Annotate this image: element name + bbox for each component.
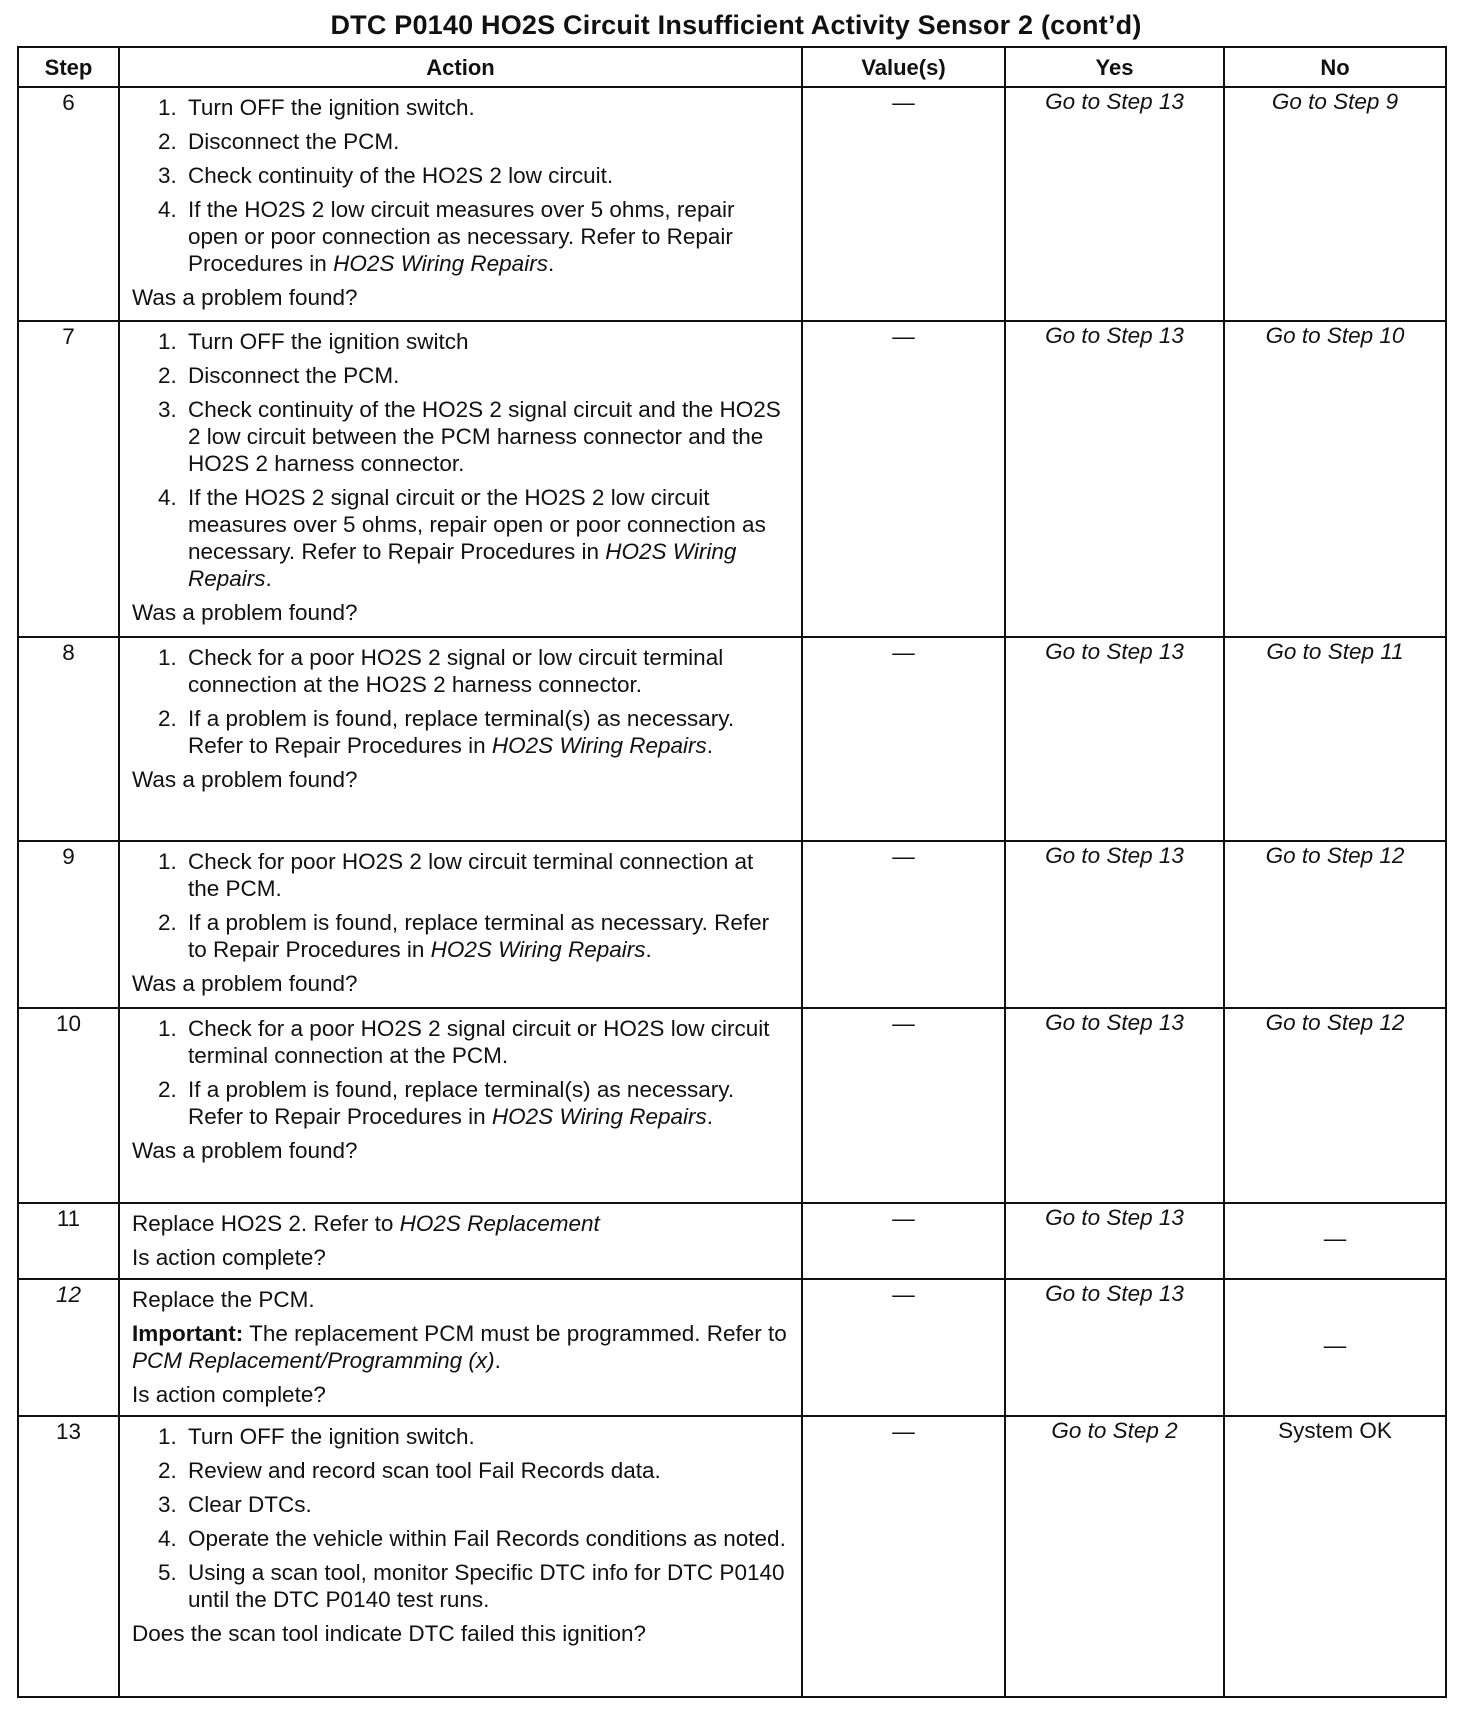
action-cell [119,1203,802,1279]
question-text: Was a problem found? [132,970,358,996]
step-number: 6 [18,87,119,321]
reference-link: HO2S Replacement [399,1211,600,1237]
list-item: 4. Operate the vehicle within Fail Records conditions as noted. [158,1526,786,1552]
action-text: Replace the PCM. [132,1286,315,1312]
list-item: 4. If the HO2S 2 signal circuit or the HO2S 2 low circuit measures over 5 ohms, repair open or poor connection as necessary. Refer to Repair Procedures in HO2S Wiring Repairs. [158,484,766,591]
action-cell [119,841,802,1008]
page-title: DTC P0140 HO2S Circuit Insufficient Activity Sensor 2 (cont’d) [330,10,1142,40]
value-cell: — [802,1279,1005,1417]
action-list [132,328,789,592]
value-cell: — [802,1008,1005,1203]
yes-cell: Go to Step 13 [1005,1279,1224,1417]
step-number: 9 [18,841,119,1008]
step-number: 13 [18,1416,119,1697]
reference-link: HO2S Wiring Repairs [188,538,737,591]
action-list [132,1423,789,1613]
question-text: Was a problem found? [132,599,358,625]
table-row-step-8 [18,637,1446,841]
no-cell: Go to Step 9 [1224,87,1446,321]
action-cell [119,637,802,841]
question-text: Is action complete? [132,1381,326,1407]
no-cell: Go to Step 12 [1224,1008,1446,1203]
no-cell: — [1224,1203,1446,1279]
value-cell: — [802,841,1005,1008]
list-item: 1. Check for poor HO2S 2 low circuit terminal connection at the PCM. [158,848,754,901]
list-item: 3. Check continuity of the HO2S 2 signal circuit and the HO2S 2 low circuit between the PCM harness connector and the HO2S 2 harness connector. [158,396,781,476]
step-number: 11 [18,1203,119,1279]
no-cell: Go to Step 12 [1224,841,1446,1008]
step-number: 10 [18,1008,119,1203]
step-number: 7 [18,321,119,637]
list-item: 3. Check continuity of the HO2S 2 low circuit. [158,163,614,188]
action-list [132,94,789,277]
value-cell: — [802,637,1005,841]
no-cell: — [1224,1279,1446,1417]
list-item: 2. If a problem is found, replace terminal as necessary. Refer to Repair Procedures in HO2S Wiring Repairs. [158,909,770,962]
action-cell [119,1008,802,1203]
action-list [132,644,789,759]
yes-cell: Go to Step 13 [1005,637,1224,841]
value-cell: — [802,321,1005,637]
reference-link: HO2S Wiring Repairs [491,732,707,758]
yes-cell: Go to Step 13 [1005,841,1224,1008]
value-cell: — [802,1203,1005,1279]
list-item: 1. Turn OFF the ignition switch. [158,95,475,120]
step-number: 8 [18,637,119,841]
yes-cell: Go to Step 13 [1005,321,1224,637]
value-cell: — [802,1416,1005,1697]
reference-link: PCM Replacement/Programming (x) [132,1347,495,1373]
header-value: Value(s) [802,47,1005,87]
list-item: 2. Disconnect the PCM. [158,362,400,388]
header-action: Action [119,47,802,87]
action-cell [119,87,802,321]
table-row-step-11 [18,1203,1446,1279]
no-cell: Go to Step 11 [1224,637,1446,841]
action-list [132,848,789,963]
important-note: Important: The replacement PCM must be programmed. Refer to PCM Replacement/Programming (x). [132,1320,787,1373]
header-yes: Yes [1005,47,1224,87]
list-item: 3. Clear DTCs. [158,1492,312,1518]
table-row-step-13 [18,1416,1446,1697]
table-row-step-10 [18,1008,1446,1203]
list-item: 1. Check for a poor HO2S 2 signal or low circuit terminal connection at the HO2S 2 harness connector. [158,644,724,697]
yes-cell: Go to Step 13 [1005,1203,1224,1279]
list-item: 5. Using a scan tool, monitor Specific DTC info for DTC P0140 until the DTC P0140 test runs. [158,1560,785,1613]
list-item: 4. If the HO2S 2 low circuit measures over 5 ohms, repair open or poor connection as necessary. Refer to Repair Procedures in HO2S Wiring Repairs. [158,197,735,276]
diagnostic-table [17,46,1447,1698]
value-cell: — [802,87,1005,321]
table-row-step-6 [18,87,1446,321]
question-text: Does the scan tool indicate DTC failed this ignition? [132,1621,647,1647]
list-item: 2. Review and record scan tool Fail Records data. [158,1458,661,1484]
reference-link: HO2S Wiring Repairs [333,251,548,276]
header-row [18,47,1446,87]
list-item: 2. If a problem is found, replace terminal(s) as necessary. Refer to Repair Procedures in HO2S Wiring Repairs. [158,705,735,758]
yes-cell: Go to Step 2 [1005,1416,1224,1697]
reference-link: HO2S Wiring Repairs [491,1104,707,1130]
reference-link: HO2S Wiring Repairs [430,936,646,962]
action-cell [119,321,802,637]
list-item: 1. Turn OFF the ignition switch [158,328,469,354]
table-row-step-12 [18,1279,1446,1417]
header-step: Step [18,47,119,87]
list-item: 1. Turn OFF the ignition switch. [158,1424,475,1450]
header-no: No [1224,47,1446,87]
list-item: 2. Disconnect the PCM. [158,129,400,154]
yes-cell: Go to Step 13 [1005,1008,1224,1203]
yes-cell: Go to Step 13 [1005,87,1224,321]
list-item: 2. If a problem is found, replace terminal(s) as necessary. Refer to Repair Procedures in HO2S Wiring Repairs. [158,1077,735,1130]
list-item: 1. Check for a poor HO2S 2 signal circuit or HO2S low circuit terminal connection at the PCM. [158,1016,770,1069]
no-cell: System OK [1224,1416,1446,1697]
question-text: Is action complete? [132,1245,326,1271]
step-number: 12 [18,1279,119,1417]
no-cell: Go to Step 10 [1224,321,1446,637]
action-text: Replace HO2S 2. Refer to HO2S Replacement [132,1211,600,1237]
action-list [132,1015,789,1130]
question-text: Was a problem found? [132,285,358,310]
table-row-step-9 [18,841,1446,1008]
question-text: Was a problem found? [132,1138,358,1164]
action-cell [119,1416,802,1697]
table-row-step-7 [18,321,1446,637]
action-cell [119,1279,802,1417]
question-text: Was a problem found? [132,766,358,792]
